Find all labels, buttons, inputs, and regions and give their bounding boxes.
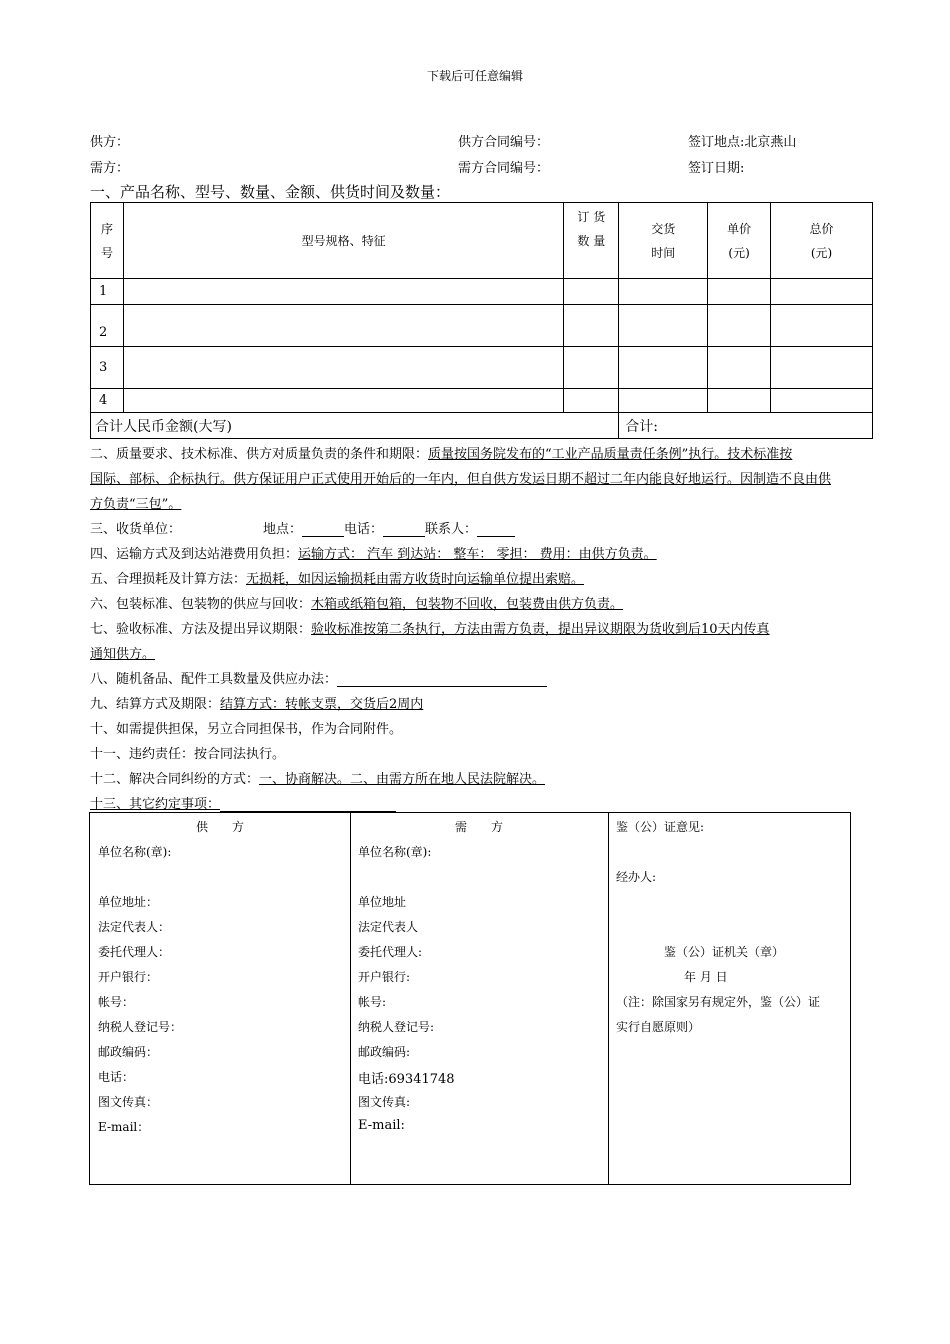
row-number: 1 xyxy=(91,279,124,305)
clause-7-line1 xyxy=(90,618,770,637)
clause-2-text1: 质量按国务院发布的“工业产品质量责任条例”执行。技术标准按 xyxy=(428,447,793,462)
product-table xyxy=(90,202,873,439)
clause-11: 十一、违约责任：按合同法执行。 xyxy=(90,747,286,762)
header-no xyxy=(91,203,124,279)
clause-5 xyxy=(90,568,584,587)
supplier-unit-name: 单位名称(章): xyxy=(98,845,172,859)
sign-place: 签订地点:北京燕山 xyxy=(688,135,797,150)
buyer-contract-no: 需方合同编号： xyxy=(458,161,550,176)
supplier-agent: 委托代理人： xyxy=(98,945,171,959)
supplier-label: 供方： xyxy=(90,135,130,150)
header-no-line1: 序 xyxy=(100,221,113,236)
header-delivery-time xyxy=(619,203,708,279)
row-total-cell[interactable] xyxy=(771,389,873,413)
supplier-contract-no: 供方合同编号： xyxy=(458,135,550,150)
clause-13-text: 十三、其它约定事项： xyxy=(90,797,221,812)
clause-3 xyxy=(90,518,515,537)
row-qty-cell[interactable] xyxy=(564,347,619,389)
table-row xyxy=(91,389,873,413)
clause-9-prefix: 九、结算方式及期限： xyxy=(90,697,221,712)
header-qty-line1: 订 货 xyxy=(577,210,606,224)
clause-7-text1: 验收标准按第二条执行，方法由需方负责，提出异议期限为货收到后10天内传真 xyxy=(311,622,770,637)
clause-9-value: 结算方式：转帐支票，交货后2周内 xyxy=(220,697,424,712)
clause-8-text: 八、随机备品、配件工具数量及供应办法： xyxy=(90,672,338,687)
header-qty-line2: 数 量 xyxy=(577,234,606,248)
clause-6 xyxy=(90,593,623,612)
buyer-tax-no: 纳税人登记号: xyxy=(358,1020,435,1034)
supplier-column xyxy=(90,813,351,1184)
row-qty-cell[interactable] xyxy=(564,389,619,413)
row-qty-cell[interactable] xyxy=(564,279,619,305)
row-spec-cell[interactable] xyxy=(123,347,563,389)
supplier-tax-no: 纳税人登记号： xyxy=(98,1020,183,1034)
table-sum-row xyxy=(91,413,873,439)
clause-10: 十、如需提供担保，另立合同担保书，作为合同附件。 xyxy=(90,722,403,737)
notary-column xyxy=(608,813,850,1184)
notary-authority: 鉴（公）证机关（章） xyxy=(664,945,785,959)
supplier-legal-rep: 法定代表人： xyxy=(98,920,171,934)
sum-label: 合计人民币金额(大写) xyxy=(91,413,619,439)
buyer-email: E-mail: xyxy=(358,1118,405,1133)
clause-3-prefix: 三、收货单位： xyxy=(90,522,182,537)
row-time-cell[interactable] xyxy=(619,389,708,413)
buyer-agent: 委托代理人: xyxy=(358,945,423,959)
table-row xyxy=(91,279,873,305)
row-number: 4 xyxy=(91,389,124,413)
supplier-title: 供 方 xyxy=(195,820,244,834)
clause-13 xyxy=(90,793,396,812)
clause-6-value: 木箱或纸箱包箱，包装物不回收，包装费由供方负责。 xyxy=(311,597,624,612)
notary-note-line2: 实行自愿原则） xyxy=(616,1020,701,1034)
buyer-postcode: 邮政编码: xyxy=(358,1045,411,1059)
clause-5-prefix: 五、合理损耗及计算方法： xyxy=(90,572,247,587)
section1-title: 一、产品名称、型号、数量、金额、供货时间及数量： xyxy=(90,183,451,201)
product-table-header xyxy=(91,203,873,279)
supplier-account: 帐号： xyxy=(98,995,135,1009)
buyer-title: 需 方 xyxy=(454,820,503,834)
supplier-fax: 图文传真： xyxy=(98,1095,159,1109)
clause-8 xyxy=(90,668,547,687)
header-unit-price xyxy=(708,203,771,279)
buyer-legal-rep: 法定代表人 xyxy=(358,920,419,934)
notary-date: 年 月 日 xyxy=(684,970,728,984)
buyer-unit-name: 单位名称(章): xyxy=(358,845,432,859)
table-row xyxy=(91,347,873,389)
row-total-cell[interactable] xyxy=(771,347,873,389)
other-terms-blank[interactable] xyxy=(220,797,396,812)
clause-9 xyxy=(90,693,423,712)
header-price-line2: (元) xyxy=(728,245,750,260)
row-time-cell[interactable] xyxy=(619,279,708,305)
row-price-cell[interactable] xyxy=(708,347,771,389)
sign-date: 签订日期: xyxy=(688,161,745,176)
clause-12-prefix: 十二、解决合同纠纷的方式： xyxy=(90,772,260,787)
total-label: 合计: xyxy=(619,413,873,439)
buyer-fax: 图文传真: xyxy=(358,1095,411,1109)
notary-note-line1: （注：除国家另有规定外，鉴（公）证 xyxy=(616,995,821,1009)
row-total-cell[interactable] xyxy=(771,305,873,347)
supplier-postcode: 邮政编码： xyxy=(98,1045,159,1059)
supplier-address: 单位地址： xyxy=(98,895,159,909)
row-spec-cell[interactable] xyxy=(123,389,563,413)
header-total-price xyxy=(771,203,873,279)
header-total-line1: 总价 xyxy=(809,221,834,236)
clause-3-phone: 电话： xyxy=(344,522,384,537)
buyer-bank: 开户银行: xyxy=(358,970,411,984)
header-qty xyxy=(564,203,619,279)
supplier-bank: 开户银行： xyxy=(98,970,159,984)
header-price-line1: 单价 xyxy=(727,221,752,236)
clause-7-prefix: 七、验收标准、方法及提出异议期限： xyxy=(90,622,312,637)
clause-12 xyxy=(90,768,545,787)
header-time-line2: 时间 xyxy=(651,245,676,260)
clause-5-value: 无损耗，如因运输损耗由需方收货时向运输单位提出索赔。 xyxy=(246,572,585,587)
page-header-note: 下载后可任意编辑 xyxy=(426,69,523,83)
row-qty-cell[interactable] xyxy=(564,305,619,347)
buyer-address: 单位地址 xyxy=(358,895,407,909)
clause-4-prefix: 四、运输方式及到达站港费用负担： xyxy=(90,547,299,562)
clause-2-line1 xyxy=(90,443,792,462)
buyer-phone: 电话:69341748 xyxy=(358,1072,455,1087)
header-spec: 型号规格、特征 xyxy=(123,203,563,279)
row-total-cell[interactable] xyxy=(771,279,873,305)
row-spec-cell[interactable] xyxy=(123,279,563,305)
notary-handler: 经办人: xyxy=(616,870,657,884)
clause-6-prefix: 六、包装标准、包装物的供应与回收： xyxy=(90,597,312,612)
header-no-line2: 号 xyxy=(100,245,113,260)
row-price-cell[interactable] xyxy=(708,305,771,347)
row-time-cell[interactable] xyxy=(619,347,708,389)
place-blank[interactable] xyxy=(302,522,344,537)
buyer-account: 帐号: xyxy=(358,995,387,1009)
row-time-cell[interactable] xyxy=(619,305,708,347)
clause-4 xyxy=(90,543,657,562)
row-number: 3 xyxy=(91,347,124,389)
row-price-cell[interactable] xyxy=(708,279,771,305)
spare-parts-blank[interactable] xyxy=(337,672,547,687)
clause-3-contact: 联系人： xyxy=(425,522,478,537)
row-number: 2 xyxy=(91,305,124,347)
buyer-column xyxy=(350,813,609,1184)
header-total-line2: (元) xyxy=(810,245,833,260)
clause-2-prefix: 二、质量要求、技术标准、供方对质量负责的条件和期限： xyxy=(90,447,429,462)
supplier-email: E-mail： xyxy=(98,1120,150,1134)
clause-2-line2: 国际、部标、企标执行。供方保证用户正式使用开始后的一年内，但自供方发运日期不超过二年内能良好地运行。因制造不良由供 xyxy=(90,472,832,487)
clause-4-value: 运输方式： 汽车 到达站： 整车： 零担： 费用：由供方负责。 xyxy=(298,547,657,562)
clause-7-line2: 通知供方。 xyxy=(90,647,156,662)
row-price-cell[interactable] xyxy=(708,389,771,413)
clause-12-value: 一、协商解决。二、由需方所在地人民法院解决。 xyxy=(259,772,546,787)
signature-table xyxy=(89,812,851,1185)
row-spec-cell[interactable] xyxy=(123,305,563,347)
header-time-line1: 交货 xyxy=(651,221,676,236)
table-row xyxy=(91,305,873,347)
phone-blank[interactable] xyxy=(383,522,425,537)
contact-blank[interactable] xyxy=(477,522,515,537)
supplier-phone: 电话： xyxy=(98,1070,135,1084)
clause-3-place: 地点： xyxy=(263,522,303,537)
notary-opinion: 鉴（公）证意见: xyxy=(616,820,705,834)
clause-2-line3: 方负责“三包”。 xyxy=(90,497,182,512)
buyer-label: 需方： xyxy=(90,161,130,176)
